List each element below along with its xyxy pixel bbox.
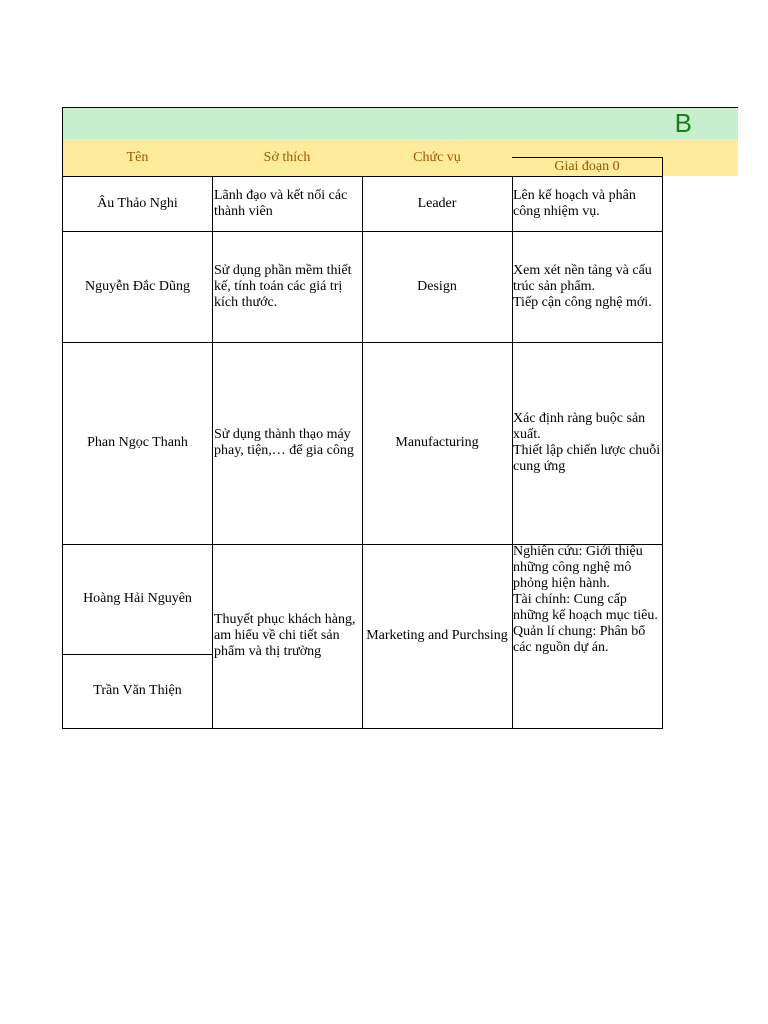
row-1-name: Âu Thảo Nghi: [62, 176, 213, 232]
header-extension: [662, 139, 738, 176]
header-name: Tên: [62, 139, 213, 177]
row-4-role: Marketing and Purchsing: [362, 544, 513, 729]
header-role: Chức vụ: [362, 139, 513, 177]
row-4-name: Hoàng Hải Nguyên: [62, 544, 213, 655]
sheet-title: B: [674, 108, 692, 138]
row-2-stage: Xem xét nền tảng và cấu trúc sản phẩm. Tiếp cận công nghệ mới.: [512, 231, 663, 343]
row-4-hobby: Thuyết phục khách hàng, am hiểu về chi tiết sản phẩm và thị trường: [212, 544, 363, 729]
row-4-name-2: Trần Văn Thiện: [62, 654, 213, 729]
row-1-hobby: Lãnh đạo và kết nối các thành viên: [212, 176, 363, 232]
row-3-role: Manufacturing: [362, 342, 513, 545]
row-2-name: Nguyễn Đắc Dũng: [62, 231, 213, 343]
row-3-name: Phan Ngọc Thanh: [62, 342, 213, 545]
row-1-stage: Lên kế hoạch và phân công nhiệm vụ.: [512, 176, 663, 232]
row-2-role: Design: [362, 231, 513, 343]
row-3-stage: Xác định ràng buộc sản xuất. Thiết lập chiến lược chuỗi cung ứng: [512, 342, 663, 545]
header-hobby: Sở thích: [212, 139, 363, 177]
row-4-stage: Nghiên cứu: Giới thiệu những công nghệ mô phỏng hiện hành. Tài chính: Cung cấp những kế hoạch mục tiêu. Quản lí chung: Phân bổ các nguồn dự án.: [512, 544, 663, 729]
row-1-role: Leader: [362, 176, 513, 232]
header-stage: Giai đoạn 0: [512, 157, 663, 177]
row-3-hobby: Sử dụng thành thạo máy phay, tiện,… để gia công: [212, 342, 363, 545]
row-2-hobby: Sử dụng phần mềm thiết kế, tính toán các giá trị kích thước.: [212, 231, 363, 343]
